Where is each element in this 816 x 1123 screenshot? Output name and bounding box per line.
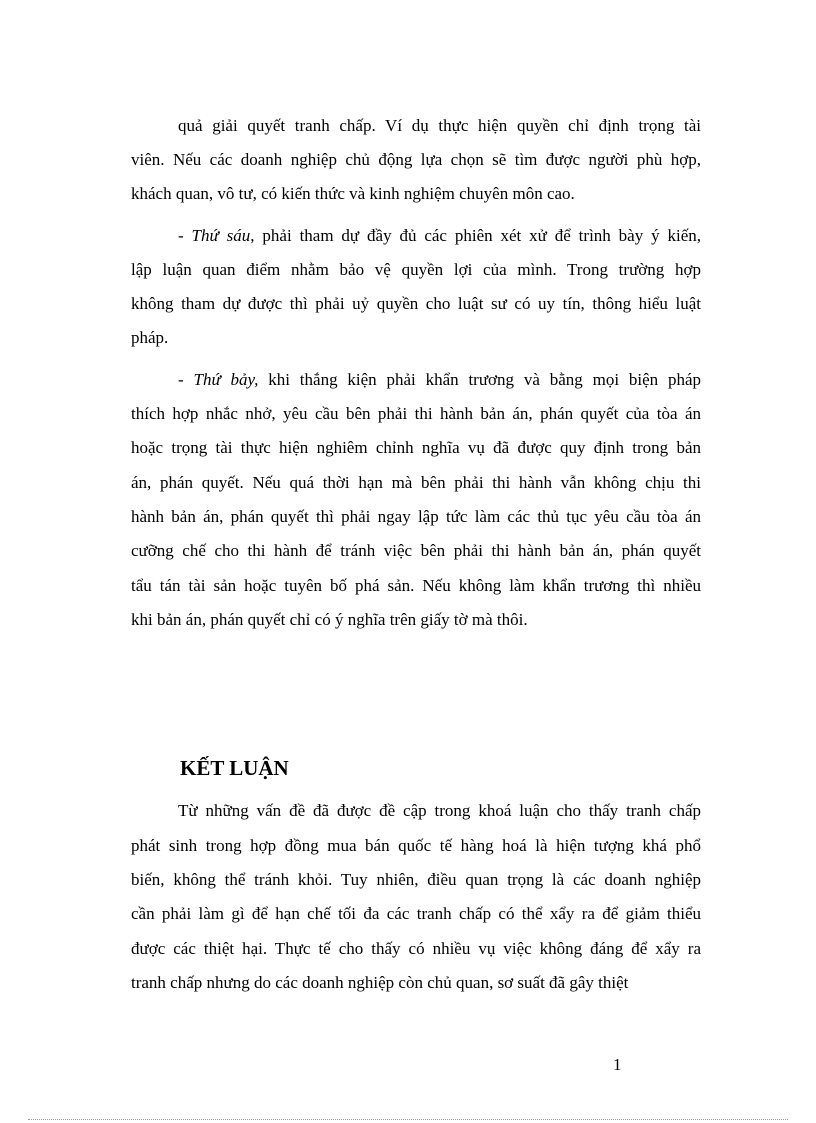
paragraph-line: án, phán quyết. Nếu quá thời hạn mà bên phải thi hành vẫn không chịu thi bbox=[131, 473, 701, 492]
paragraph-line: phát sinh trong hợp đồng mua bán quốc tế hàng hoá là hiện tượng khá phổ bbox=[131, 836, 701, 855]
paragraph-line: tẩu tán tài sản hoặc tuyên bố phá sản. Nếu không làm khẩn trương thì nhiều bbox=[131, 576, 701, 595]
paragraph-line: pháp. bbox=[131, 328, 169, 347]
paragraph-line: hành bản án, phán quyết thì phải ngay lập tức làm các thủ tục yêu cầu tòa án bbox=[131, 507, 701, 526]
paragraph-line: được các thiệt hại. Thực tế cho thấy có nhiều vụ việc không đáng để xẩy ra bbox=[131, 939, 701, 958]
paragraph-line bbox=[178, 226, 701, 246]
paragraph-line: không tham dự được thì phải uỷ quyền cho luật sư có uy tín, thông hiểu luật bbox=[131, 294, 701, 313]
paragraph-line: cần phải làm gì để hạn chế tối đa các tranh chấp có thể xẩy ra để giảm thiểu bbox=[131, 904, 701, 923]
section-heading: KẾT LUẬN bbox=[180, 756, 289, 780]
paragraph-line: khách quan, vô tư, có kiến thức và kinh nghiệm chuyên môn cao. bbox=[131, 184, 575, 203]
page-bottom-divider bbox=[28, 1119, 788, 1120]
paragraph-line bbox=[178, 370, 701, 390]
line-text: , phải tham dự đầy đủ các phiên xét xử để trình bày ý kiến, bbox=[250, 226, 702, 245]
page-number: 1 bbox=[613, 1055, 622, 1074]
paragraph-line: thích hợp nhắc nhở, yêu cầu bên phải thi hành bản án, phán quyết của tòa án bbox=[131, 404, 701, 423]
list-dash: - bbox=[178, 370, 194, 389]
paragraph-line: quả giải quyết tranh chấp. Ví dụ thực hiện quyền chỉ định trọng tài bbox=[178, 116, 701, 135]
paragraph-line: hoặc trọng tài thực hiện nghiêm chỉnh nghĩa vụ đã được quy định trong bản bbox=[131, 438, 701, 457]
italic-term: Thứ sáu bbox=[191, 226, 251, 245]
paragraph-line: biến, không thể tránh khỏi. Tuy nhiên, điều quan trọng là các doanh nghiệp bbox=[131, 870, 701, 889]
paragraph-line: lập luận quan điểm nhằm bảo vệ quyền lợi của mình. Trong trường hợp bbox=[131, 260, 701, 279]
paragraph-line: Từ những vấn đề đã được đề cập trong khoá luận cho thấy tranh chấp bbox=[178, 801, 701, 820]
paragraph-line: tranh chấp nhưng do các doanh nghiệp còn chủ quan, sơ suất đã gây thiệt bbox=[131, 973, 629, 992]
paragraph-line: viên. Nếu các doanh nghiệp chủ động lựa chọn sẽ tìm được người phù hợp, bbox=[131, 150, 701, 169]
paragraph-line: cưỡng chế cho thi hành để tránh việc bên phải thi hành bản án, phán quyết bbox=[131, 541, 701, 560]
line-text: khi thắng kiện phải khẩn trương và bằng mọi biện pháp bbox=[258, 370, 702, 389]
list-dash: - bbox=[178, 226, 192, 245]
paragraph-line: khi bản án, phán quyết chỉ có ý nghĩa trên giấy tờ mà thôi. bbox=[131, 610, 528, 629]
italic-term: Thứ bảy, bbox=[193, 370, 259, 389]
